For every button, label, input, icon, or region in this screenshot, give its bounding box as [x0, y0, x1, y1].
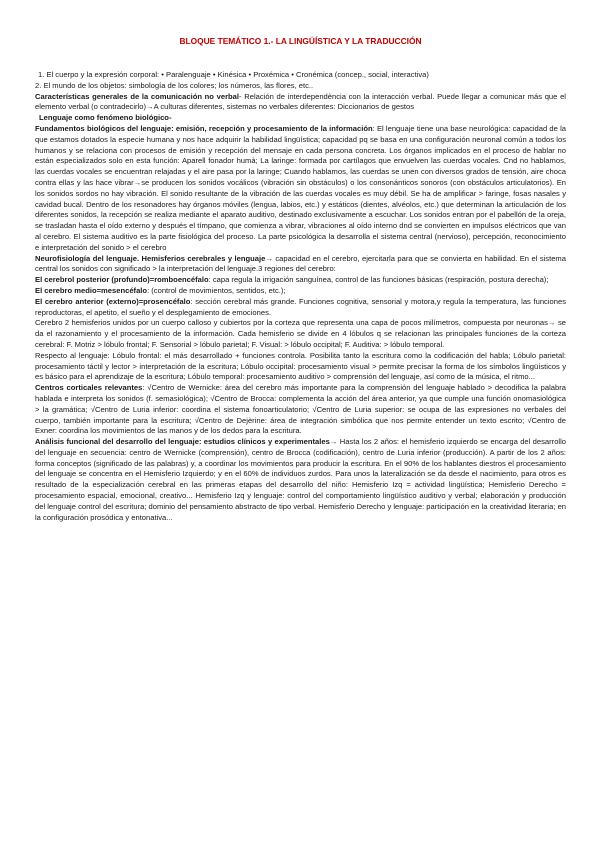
- document-page: [35, 36, 566, 523]
- paragraph-heading: El cerebro anterior (externo)=prosencéfalo: [35, 296, 191, 306]
- paragraph-lobes-language: [35, 351, 566, 383]
- paragraph-heading: Análisis funcional del desarrollo del lenguaje: estudios clínicos y experimentales→: [35, 437, 338, 447]
- paragraph-biological-foundations: [35, 124, 566, 254]
- paragraph-posterior-brain: [35, 275, 566, 286]
- paragraph-text: : (control de movimientos, sentidos, etc.);: [147, 285, 286, 295]
- paragraph-text: : capa regula la irrigación sanguínea, control de las funciones básicas (respiración, postura derecha);: [208, 275, 549, 285]
- paragraph-text: : √Centro de Wernicke: área del cerebro más importante para la comprensión del lenguaje hablado > decodifica la palabra hablada e interpreta los sonidos (f. semasiológica); √Centro de Brocca: complementa la acción del área anterior, ya que cumple una función onomasiológica > la gramática; √Centro de Luria inferior: coordina el sistema fonoarticulatorio; √Centro de Luria superior: se ocupa de las expresiones no verbales del cuerpo, también importante para la escritura; √Centro de Dejèrine: área de integración simbólica que nos permite entender un texto escrito; √Centro de Exner: coordina los movimientos de las manos y de los dedos para la escritura.: [35, 383, 566, 436]
- paragraph-heading: Características generales de la comunicación no verbal: [35, 91, 240, 101]
- paragraph-heading: Neurofisiología del lenguaje. Hemisferios cerebrales y lenguaje→: [35, 253, 273, 263]
- paragraph-middle-brain: [35, 286, 566, 297]
- paragraph-heading: Centros corticales relevantes: [35, 383, 143, 393]
- paragraph-text: - Relación de interdependència con la interacción verbal. Puede llegar a comunicar más que el elemento verbal (o contradecirlo)→A culturas diferentes, sistemas no verbales diferentes: Diccionarios de gestos: [35, 91, 566, 112]
- paragraph-text: : El lenguaje tiene una base neurológica: capacidad de la que estamos dotados la especie humana y nos hace adquirir la habilidad lingüística; capacidad pq se basa en una configuración neuronal común a todos los humanos y se relaciona con procesos de emisión y recepción del mensaje en cada persona concreta. Los órganos implicados en el proceso de hablar no están especializados solo en esta función: Aparell fonador humà; La laringe: formada por cartílagos que envuelven las cuerdas vocales. Cnd no hablamos, las cuerdas vocales se encuentran relajadas y el aire pasa por la laringe; Cuando hablamos, las cuerdas se unen con diversos grados de tensión, aire choca contra ellas y las hace vibrar→se producen los sonidos vocálicos (vibración sin obstáculos) o los consonánticos sonoros (con obstáculos articulatorios). En los sonidos sordos no hay vibración. El sonido resultante de la vibración de las cuerdas vocales es muy débil. Se ha de amplificar > faringe, fosas nasales y cavidad bucal. Dentro de los resonadores hay órganos móviles (lengua, labios, etc.) y estáticos (dientes, alvéolos, etc.) que determinan la articulación de los diferentes sonidos, la recepción se realiza mediante el aparato auditivo, destinado exclusivamente a escuchar. Los sonidos entran por el pabellón de la oreja, se trasladan hasta el oído externo y después el tímpano, que comienza a vibrar, vibraciones al oído interno dnd se convierten en impulsos eléctricos que van al cerebro. El sistema auditivo es la parte fisiológica del proceso. La parte psicológica la desarrolla el sistema central (nervioso), percepción, reconocimiento e interpretación del sonido > el cerebro: [35, 123, 566, 252]
- paragraph-text: Respecto al lenguaje: Lóbulo frontal: el más desarrollado + funciones controla. Posibilita tanto la escritura como la codificación del habla; Lóbulo parietal: procesamiento táctil y lector > interpretación de la escritura; Lóbulo occipital: procesamiento visual > permite precisar la forma de los símbolos lingüísticos y es básico para el aprendizaje de la escritura; Lóbulo temporal: procesamiento auditivo > comprensión del lenguaje, así como de la música, el ritmo...: [35, 350, 566, 382]
- paragraph-heading: Lenguaje como fenómeno biológico-: [39, 113, 172, 123]
- paragraph-biological-phenomenon: [35, 113, 566, 124]
- paragraph-heading: El cerebro medio=mesencéfalo: [35, 285, 148, 295]
- document-title: BLOQUE TEMÁTICO 1.- LA LINGÜÍSTICA Y LA TRADUCCIÓN: [179, 36, 422, 46]
- paragraph-nonverbal-communication: [35, 92, 566, 114]
- paragraph-heading: El cerebrol posterior (profundo)=romboencéfalo: [35, 275, 209, 285]
- paragraph-text: : sección cerebral más grande. Funciones cognitiva, sensorial y motora,y regula la temperatura, las funciones reproductoras, el apetito, el sueño y el desplegamiento de emociones.: [35, 296, 566, 317]
- paragraph-text: 1. El cuerpo y la expresión corporal: • Paralenguaje • Kinésica • Proxémica • Cronémica (concep., social, interactiva): [38, 70, 429, 79]
- paragraph-functional-analysis: [35, 437, 566, 523]
- paragraph-text: Cerebro 2 hemisferios unidos por un cuerpo calloso y cubiertos por la corteza que representa una capa de pocos milímetros, compuesta por neuronas→ se da el razonamiento y el procesamiento de la información. Cada hemisferio se divide en 4 lóbulos q se relacionan las principales funciones de la corteza cerebral: F. Motriz > lóbulo frontal; F. Sensorial > lóbulo parietal; F. Visual: > lóbulo occipital; F. Auditiva: > lóbulo temporal.: [35, 318, 566, 349]
- paragraph-body-expression: [35, 70, 566, 81]
- paragraph-hemispheres: [35, 318, 566, 350]
- paragraph-neurophysiology: [35, 254, 566, 276]
- paragraph-anterior-brain: [35, 297, 566, 319]
- paragraph-objects-world: [35, 81, 566, 92]
- paragraph-text: 2. El mundo de los objetos: simbología de los colores; los números, las flores, etc..: [35, 80, 314, 90]
- paragraph-heading: Fundamentos biológicos del lenguaje: emisión, recepción y procesamiento de la información: [35, 123, 373, 133]
- paragraph-cortical-centers: [35, 383, 566, 437]
- paragraph-text: capacidad en el cerebro, ejercitarla para que se convierta en habilidad. En el sistema central los sonidos con significado > la interpretación del lenguaje.3 regiones del cerebro:: [35, 253, 566, 274]
- paragraph-text: Hasta los 2 años: el hemisferio izquierdo se encarga del desarrollo del lenguaje en secuencia: centro de Wernicke (comprensión), centro de Brocca (codificación), centro de Luria inferior (producción). A partir de los 2 años: forma conceptos (significado de las palabras) y, a coordinar los movimientos para producir la escritura. En el 90% de los hablantes diestros el procesamiento del lenguaje se concentra en el Hemisferio Izquierdo; y en el 60% de individuos zurdos. Para unos la lateralización se da desde el nacimiento, para otros es resultado de la especialización cerebral en las primeras etapas del desarrollo del niño: Hemisferio Izq = actividad lingüística; Hemisferio Derecho = procesamiento espacial, emocional, creativo... Hemisferio Izq y lenguaje: control del comportamiento lingüístico auditivo y verbal; elaboración y producción del lenguaje control del escritura; dominio del pensamiento abstracto de tipo verbal. Hemisferio Derecho y lenguaje: participación en la creatividad literaria; en la configuración prosódica y entonativa...: [35, 437, 567, 522]
